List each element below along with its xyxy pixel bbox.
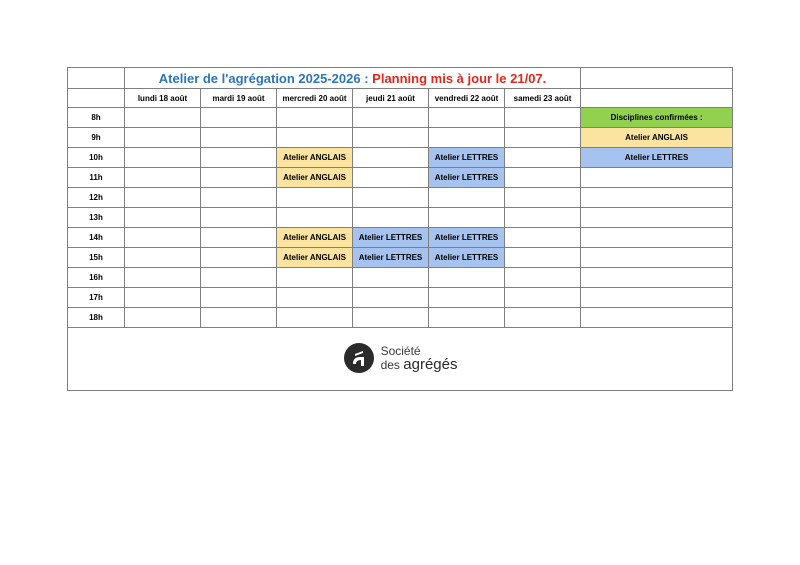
side-header: Disciplines confirmées :	[581, 108, 733, 128]
logo-cell	[68, 328, 733, 391]
empty-cell	[201, 108, 277, 128]
side-empty-cell	[581, 68, 733, 89]
session-lettres: Atelier LETTRES	[353, 248, 429, 268]
empty-cell	[201, 208, 277, 228]
empty-cell	[581, 208, 733, 228]
empty-cell	[581, 268, 733, 288]
day-header: mercredi 20 août	[277, 89, 353, 108]
empty-cell	[201, 288, 277, 308]
empty-cell	[125, 308, 201, 328]
empty-cell	[353, 128, 429, 148]
hour-label: 12h	[68, 188, 125, 208]
empty-cell	[429, 308, 505, 328]
empty-cell	[68, 89, 125, 108]
empty-cell	[201, 148, 277, 168]
empty-cell	[201, 168, 277, 188]
empty-cell	[201, 128, 277, 148]
title-main: Atelier de l'agrégation 2025-2026 :	[158, 70, 373, 86]
session-lettres: Atelier LETTRES	[429, 148, 505, 168]
day-header: samedi 23 août	[505, 89, 581, 108]
empty-cell	[277, 108, 353, 128]
empty-cell	[353, 188, 429, 208]
hour-label: 15h	[68, 248, 125, 268]
empty-cell	[429, 188, 505, 208]
empty-cell	[581, 288, 733, 308]
empty-cell	[581, 248, 733, 268]
empty-cell	[125, 248, 201, 268]
empty-cell	[201, 228, 277, 248]
hour-label: 18h	[68, 308, 125, 328]
hour-label: 17h	[68, 288, 125, 308]
hour-label: 9h	[68, 128, 125, 148]
hour-label: 14h	[68, 228, 125, 248]
empty-cell	[277, 188, 353, 208]
logo-line2a: des	[380, 357, 404, 372]
day-header: vendredi 22 août	[429, 89, 505, 108]
empty-cell	[505, 248, 581, 268]
empty-cell	[125, 288, 201, 308]
empty-cell	[581, 188, 733, 208]
empty-cell	[277, 128, 353, 148]
empty-cell	[277, 288, 353, 308]
empty-cell	[429, 288, 505, 308]
empty-cell	[201, 188, 277, 208]
session-anglais: Atelier ANGLAIS	[277, 228, 353, 248]
empty-cell	[429, 268, 505, 288]
schedule-table	[67, 67, 733, 391]
empty-cell	[429, 128, 505, 148]
empty-cell	[505, 188, 581, 208]
empty-cell	[429, 108, 505, 128]
empty-cell	[429, 208, 505, 228]
empty-cell	[581, 308, 733, 328]
empty-cell	[505, 128, 581, 148]
logo-line2b: agrégés	[403, 355, 458, 373]
empty-cell	[581, 228, 733, 248]
empty-cell	[505, 168, 581, 188]
empty-cell	[125, 188, 201, 208]
empty-cell	[125, 108, 201, 128]
empty-cell	[353, 108, 429, 128]
empty-cell	[505, 228, 581, 248]
session-lettres: Atelier LETTRES	[429, 248, 505, 268]
empty-cell	[505, 108, 581, 128]
empty-cell	[277, 308, 353, 328]
empty-cell	[201, 248, 277, 268]
hour-label: 11h	[68, 168, 125, 188]
empty-cell	[581, 168, 733, 188]
empty-cell	[353, 168, 429, 188]
hour-label: 8h	[68, 108, 125, 128]
day-header: lundi 18 août	[125, 89, 201, 108]
day-header: jeudi 21 août	[353, 89, 429, 108]
side-item-anglais: Atelier ANGLAIS	[581, 128, 733, 148]
empty-cell	[505, 308, 581, 328]
session-anglais: Atelier ANGLAIS	[277, 148, 353, 168]
day-header: mardi 19 août	[201, 89, 277, 108]
empty-cell	[201, 308, 277, 328]
session-lettres: Atelier LETTRES	[353, 228, 429, 248]
empty-cell	[125, 208, 201, 228]
session-lettres: Atelier LETTRES	[429, 168, 505, 188]
corner-cell	[68, 68, 125, 89]
agreges-logo-icon	[343, 342, 375, 374]
empty-cell	[505, 288, 581, 308]
empty-cell	[125, 148, 201, 168]
hour-label: 16h	[68, 268, 125, 288]
empty-cell	[125, 228, 201, 248]
hour-label: 13h	[68, 208, 125, 228]
session-anglais: Atelier ANGLAIS	[277, 248, 353, 268]
session-lettres: Atelier LETTRES	[429, 228, 505, 248]
societe-des-agreges-logo	[343, 342, 458, 374]
empty-cell	[353, 288, 429, 308]
empty-cell	[201, 268, 277, 288]
empty-cell	[505, 208, 581, 228]
empty-cell	[505, 148, 581, 168]
empty-cell	[353, 208, 429, 228]
empty-cell	[125, 128, 201, 148]
page-title	[125, 68, 581, 89]
empty-cell	[277, 268, 353, 288]
empty-cell	[277, 208, 353, 228]
empty-cell	[353, 308, 429, 328]
empty-cell	[125, 168, 201, 188]
hour-label: 10h	[68, 148, 125, 168]
logo-line1: Société	[380, 343, 421, 358]
title-update: Planning mis à jour le 21/07.	[372, 70, 547, 86]
empty-cell	[125, 268, 201, 288]
side-item-lettres: Atelier LETTRES	[581, 148, 733, 168]
session-anglais: Atelier ANGLAIS	[277, 168, 353, 188]
empty-cell	[505, 268, 581, 288]
empty-cell	[353, 148, 429, 168]
empty-cell	[581, 89, 733, 108]
empty-cell	[353, 268, 429, 288]
